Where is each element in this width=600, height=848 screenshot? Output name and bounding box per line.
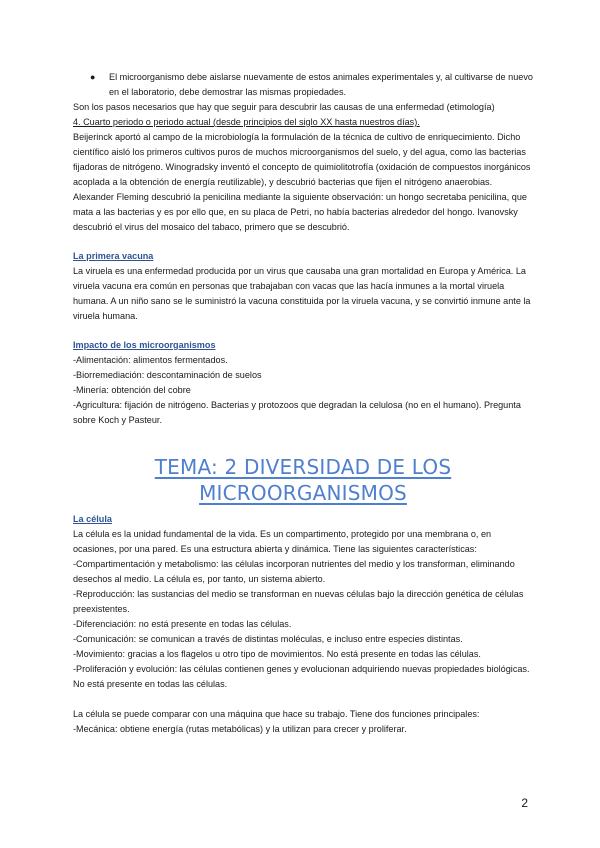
bullet-dot: ● bbox=[90, 72, 96, 82]
celula-item: -Diferenciación: no está presente en todas las células. bbox=[73, 619, 292, 629]
impacto-item: -Agricultura: fijación de nitrógeno. Bacterias y protozoos que degradan la celulosa (no en el humano). Pregunta sobre Koch y Pasteur. bbox=[73, 400, 521, 425]
spacer bbox=[73, 692, 533, 707]
celula-mecanica: -Mecánica: obtiene energía (rutas metabólicas) y la utilizan para crecer y proliferar. bbox=[73, 724, 407, 734]
cuarto-periodo-heading: 4. Cuarto periodo o periodo actual (desde principios del siglo XX hasta nuestros días). bbox=[73, 117, 420, 127]
celula-heading[interactable]: La célula bbox=[73, 514, 112, 524]
celula-item: -Movimiento: gracias a los flagelos u otro tipo de movimientos. No está presente en todas las células. bbox=[73, 649, 481, 659]
celula-item: -Reproducción: las sustancias del medio se transforman en nuevas células bajo la dirección genética de células preexistentes. bbox=[73, 589, 524, 614]
tema-title: TEMA: 2 DIVERSIDAD DE LOS MICROORGANISMOS bbox=[154, 455, 452, 505]
celula-item: -Compartimentación y metabolismo: las células incorporan nutrientes del medio y los transforman, eliminando desechos al medio. La célula es, por tanto, un sistema abierto. bbox=[73, 559, 515, 584]
tema-title-wrap bbox=[73, 454, 533, 506]
primera-vacuna-heading[interactable]: La primera vacuna bbox=[73, 251, 154, 261]
celula-comparacion: La célula se puede comparar con una máquina que hace su trabajo. Tiene dos funciones principales: bbox=[73, 709, 480, 719]
impacto-heading[interactable]: Impacto de los microorganismos bbox=[73, 340, 216, 350]
primera-vacuna-text: La viruela es una enfermedad producida por un virus que causaba una gran mortalidad en Europa y América. La viruela vacuna era común en personas que trabajaban con vacas que las hacía inmunes a la mortal viruela humana. A un niño sano se le suministró la vacuna constituida por la viruela vacuna, y se convirtió inmune ante la viruela humana. bbox=[73, 266, 531, 321]
impacto-item: -Alimentación: alimentos fermentados. bbox=[73, 355, 228, 365]
paragraph-pasos: Son los pasos necesarios que hay que seguir para descubrir las causas de una enfermedad (etimología) bbox=[73, 102, 495, 112]
page-number: 2 bbox=[521, 796, 528, 810]
impacto-item: -Minería: obtención del cobre bbox=[73, 385, 191, 395]
celula-item: -Comunicación: se comunican a través de distintas moléculas, e incluso entre especies distintas. bbox=[73, 634, 463, 644]
page-content bbox=[73, 70, 533, 737]
impacto-item: -Biorremediación: descontaminación de suelos bbox=[73, 370, 262, 380]
celula-intro: La célula es la unidad fundamental de la vida. Es un compartimento, protegido por una membrana o, en ocasiones, por una pared. Es una estructura abierta y dinámica. Tiene las siguientes características: bbox=[73, 529, 492, 554]
bullet-text: El microorganismo debe aislarse nuevamente de estos animales experimentales y, al cultivarse de nuevo en el laboratorio, debe demostrar las mismas propiedades. bbox=[109, 72, 533, 97]
cuarto-periodo-text: Beijerinck aportó al campo de la microbiología la formulación de la técnica de cultivo de enriquecimiento. Dicho científico aisló los primeros cultivos puros de muchos microorganismos del suelo, y del agua, como las bacterias fijadoras de nitrógeno. Winogradsky inventó el concepto de quimiolitotrofía (oxidación de compuestos inorgánicos acoplada a la obtención de energía reutilizable), y descubrió bacterias que fijen el nitrógeno anaerobias. Alexander Fleming descubrió la penicilina mediante la siguiente observación: un hongo secretaba penicilina, que mata a las bacterias y es por ello que, en su placa de Petri, no había bacterias alrededor del hongo. Ivanovsky descubrió el virus del mosaico del tabaco, primero que se descubrió. bbox=[73, 132, 531, 232]
bullet-item bbox=[73, 70, 533, 100]
celula-item: -Proliferación y evolución: las células contienen genes y evolucionan adquiriendo nuevas propiedades biológicas. No está presente en todas las células. bbox=[73, 664, 530, 689]
